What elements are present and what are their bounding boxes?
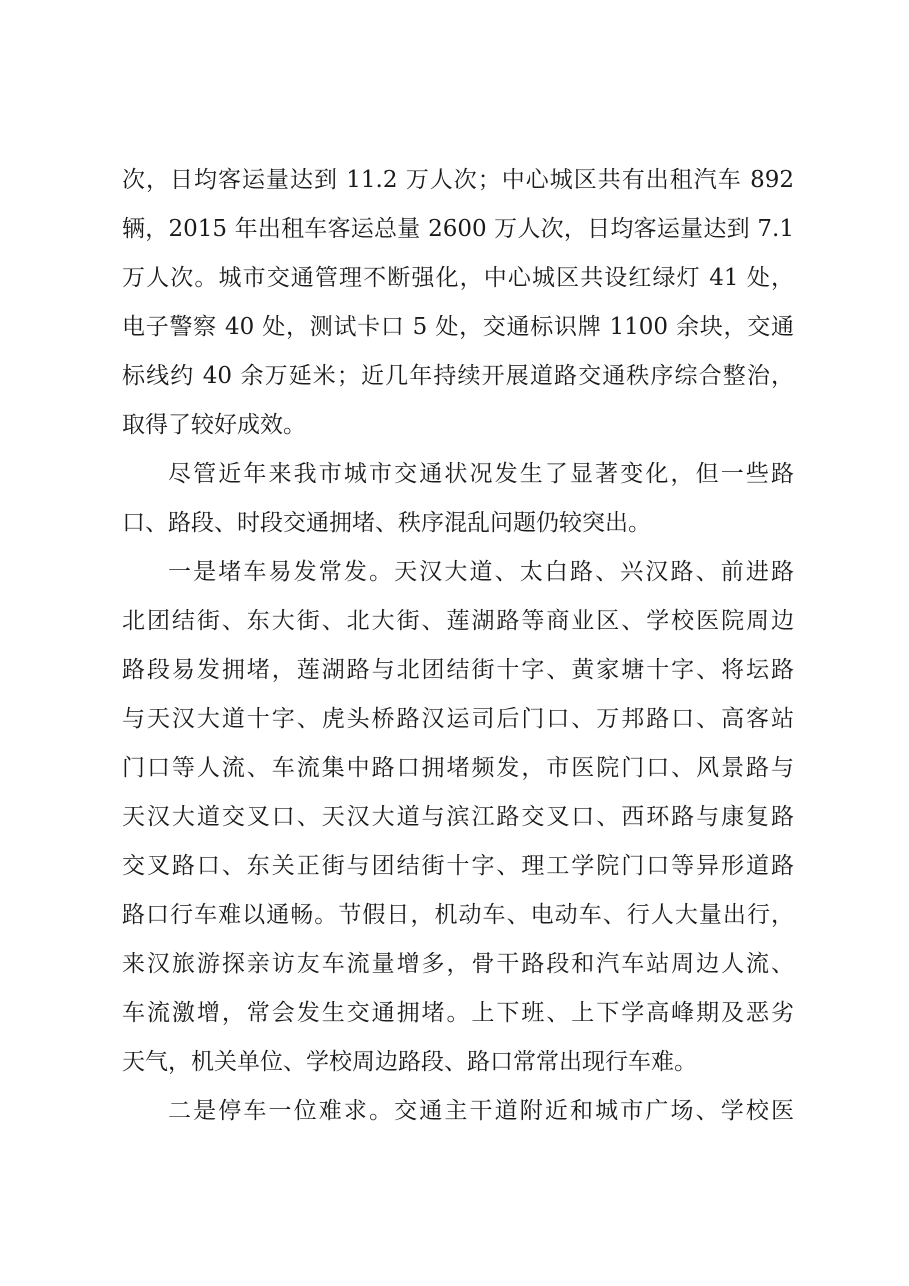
text-line: 次，日均客运量达到 11.2 万人次；中心城区共有出租汽车 892 <box>122 167 794 193</box>
paragraph-problems-intro <box>122 450 794 548</box>
text-line: 来汉旅游探亲访友车流量增多，骨干路段和汽车站周边人流、 <box>122 951 794 977</box>
text-line: 尽管近年来我市城市交通状况发生了显著变化，但一些路 <box>168 461 794 487</box>
text-line: 电子警察 40 处，测试卡口 5 处，交通标识牌 1100 余块，交通 <box>122 314 794 340</box>
text-line: 天气，机关单位、学校周边路段、路口常常出现行车难。 <box>122 1049 697 1075</box>
text-line: 北团结街、东大街、北大街、莲湖路等商业区、学校医院周边 <box>122 608 794 634</box>
text-line: 路口行车难以通畅。节假日，机动车、电动车、行人大量出行， <box>122 902 794 928</box>
paragraph-parking <box>122 1087 794 1136</box>
text-line: 天汉大道交叉口、天汉大道与滨江路交叉口、西环路与康复路 <box>122 804 794 830</box>
paragraph-congestion <box>122 548 794 1087</box>
text-line: 口、路段、时段交通拥堵、秩序混乱问题仍较突出。 <box>122 510 651 536</box>
text-line: 辆，2015 年出租车客运总量 2600 万人次，日均客运量达到 7.1 <box>122 216 794 242</box>
text-line: 车流激增，常会发生交通拥堵。上下班、上下学高峰期及恶劣 <box>122 1000 794 1026</box>
text-line: 取得了较好成效。 <box>122 412 306 438</box>
text-line: 交叉路口、东关正街与团结街十字、理工学院门口等异形道路 <box>122 853 794 879</box>
text-line: 一是堵车易发常发。天汉大道、太白路、兴汉路、前进路 <box>168 559 794 585</box>
paragraph-passenger-stats <box>122 156 794 450</box>
text-line: 万人次。城市交通管理不断强化，中心城区共设红绿灯 41 处， <box>122 265 794 291</box>
text-line: 门口等人流、车流集中路口拥堵频发，市医院门口、风景路与 <box>122 755 794 781</box>
text-line: 二是停车一位难求。交通主干道附近和城市广场、学校医 <box>168 1098 794 1124</box>
body-text <box>122 156 794 1136</box>
text-line: 路段易发拥堵，莲湖路与北团结街十字、黄家塘十字、将坛路 <box>122 657 794 683</box>
text-line: 标线约 40 余万延米；近几年持续开展道路交通秩序综合整治， <box>122 363 794 389</box>
text-line: 与天汉大道十字、虎头桥路汉运司后门口、万邦路口、高客站 <box>122 706 794 732</box>
